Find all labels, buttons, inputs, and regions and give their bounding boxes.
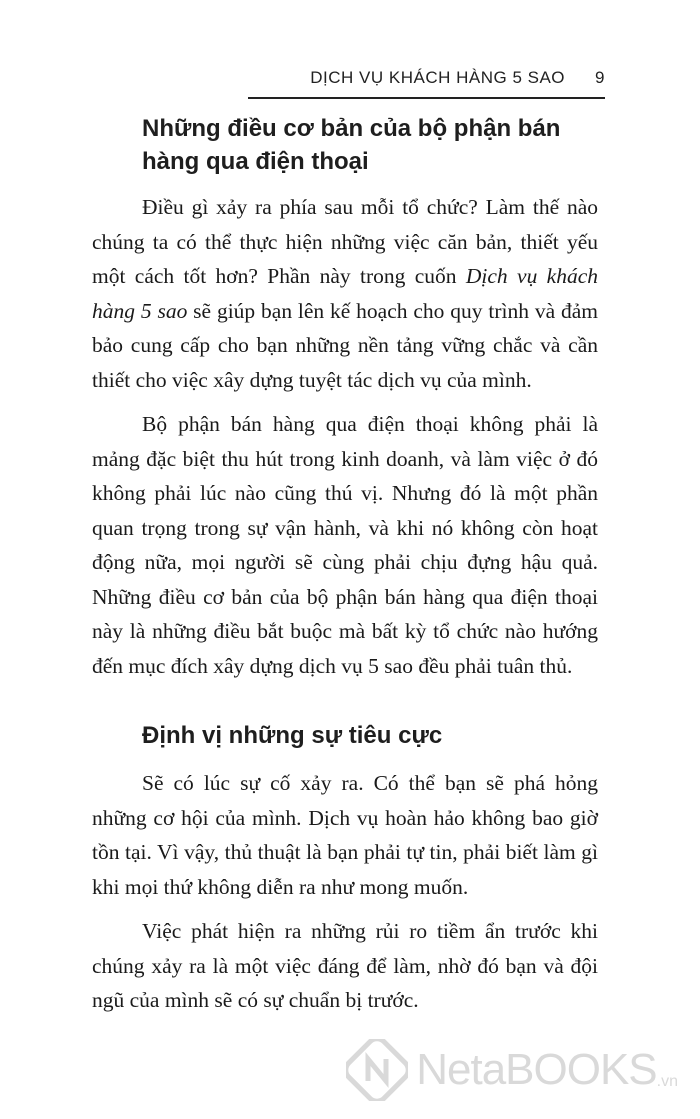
paragraph-4: Việc phát hiện ra những rủi ro tiềm ẩn trước khi chúng xảy ra là một việc đáng để làm, nhờ đó bạn và đội ngũ của mình sẽ có sự chuẩn bị trước. [92,919,598,1012]
paragraph-3: Sẽ có lúc sự cố xảy ra. Có thể bạn sẽ phá hỏng những cơ hội của mình. Dịch vụ hoàn hảo không bao giờ tồn tại. Vì vậy, thủ thuật là bạn phải tự tin, phải biết làm gì khi mọi thứ không diễn ra như mong muốn. [92,771,598,899]
running-header [248,64,605,92]
book-title-italic: Dịch vụ khách hàng 5 sao [92,264,598,323]
section-heading-2: Định vị những sự tiêu cực [142,722,443,749]
header-rule [248,97,605,99]
page-body [92,112,598,1028]
header-title: DỊCH VỤ KHÁCH HÀNG 5 SAO [310,68,566,87]
paragraph-1-text-end: sẽ giúp bạn lên kế hoạch cho quy trình và đảm bảo cung cấp cho bạn những nền tảng vững chắc và cần thiết cho việc xây dựng tuyệt tác dịch vụ của mình. [92,298,598,392]
paragraph-2: Bộ phận bán hàng qua điện thoại không phải là mảng đặc biệt thu hút trong kinh doanh, và làm việc ở đó không phải lúc nào cũng thú vị. Nhưng đó là một phần quan trọng trong sự vận hành, và khi nó không còn hoạt động nữa, mọi người sẽ cùng phải chịu đựng hậu quả. Những điều cơ bản của bộ phận bán hàng qua điện thoại này là những điều bắt buộc mà bất kỳ tổ chức nào hướng đến mục đích xây dựng dịch vụ 5 sao đều phải tuân thủ. [92,412,598,678]
watermark [346,1039,678,1101]
paragraph-1-text: Điều gì xảy ra phía sau mỗi tổ chức? Làm thế nào chúng ta có thể thực hiện những việc căn bản, thiết yếu một cách tốt hơn? Phần này trong cuốn [92,195,598,288]
paragraph-1 [92,190,598,397]
watermark-suffix: .vn [656,1073,678,1090]
page-number: 9 [595,68,605,87]
section-heading-1: Những điều cơ bản của bộ phận bán hàng qua điện thoại [142,115,561,175]
watermark-text: NetaBOOKS [416,1045,657,1094]
netabooks-logo-icon [346,1039,408,1101]
